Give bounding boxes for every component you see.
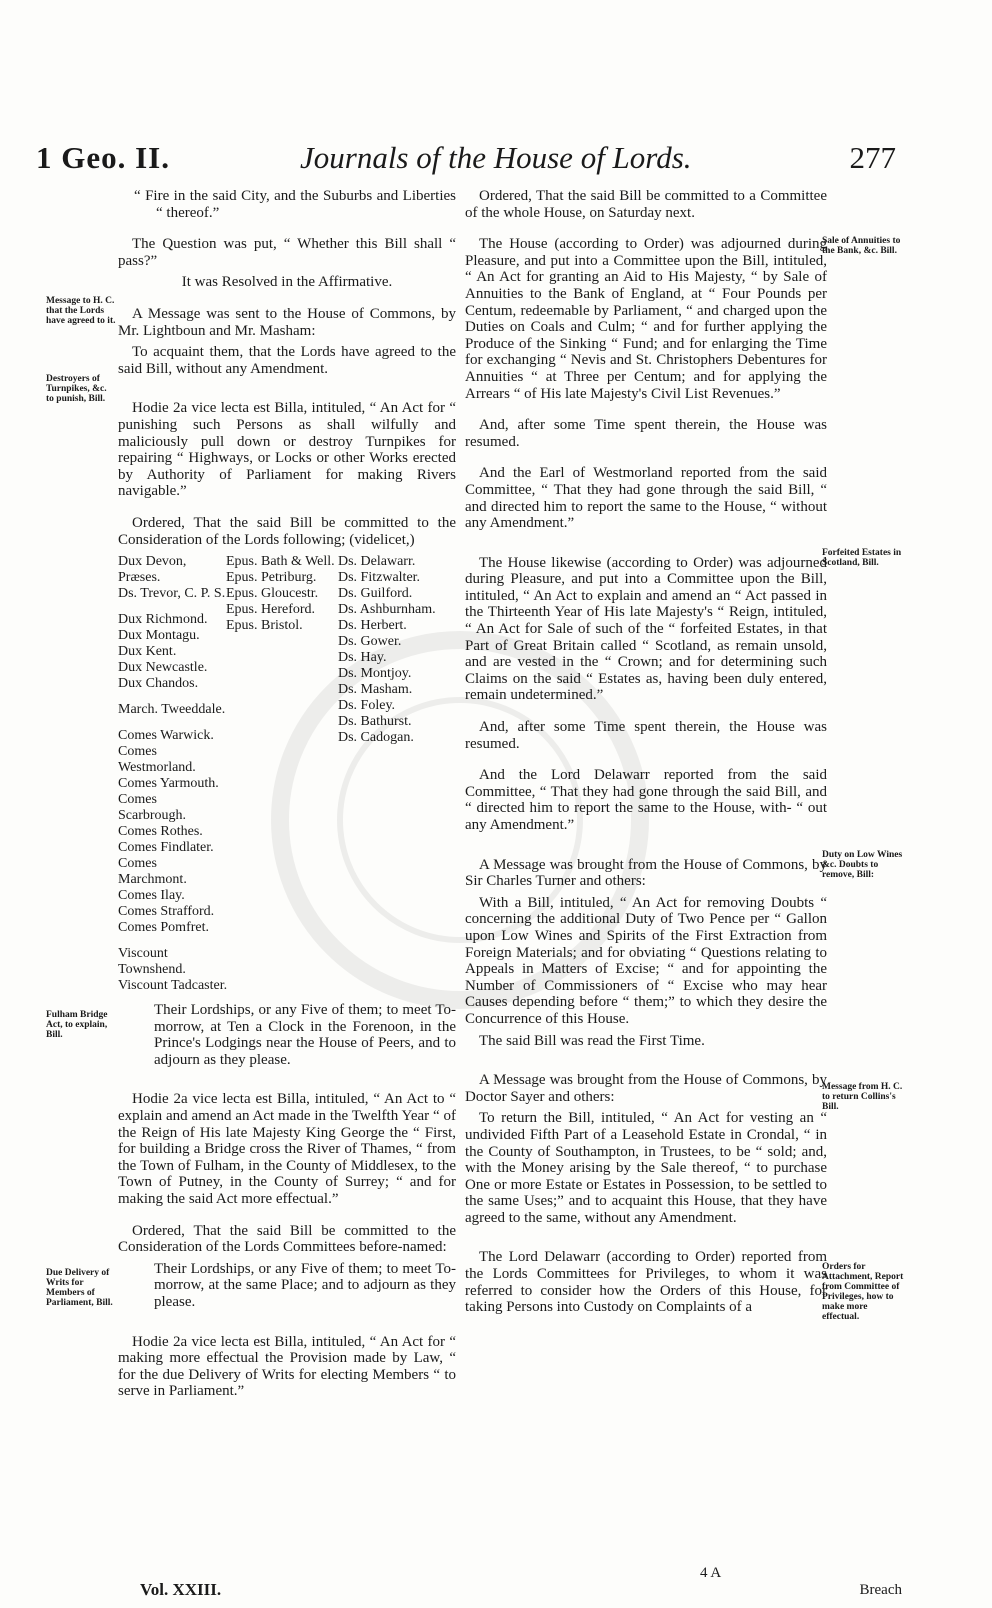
paragraph: Ordered, That the said Bill be committed to the Consideration of the Lords Committees before-named: xyxy=(118,1222,456,1256)
margin-note: Message to H. C. that the Lords have agreed to it. xyxy=(46,296,116,326)
roll-entry: Epus. Hereford. xyxy=(226,602,316,618)
paragraph: A Message was sent to the House of Commons, by Mr. Lightboun and Mr. Masham: xyxy=(118,305,456,339)
roll-entry: Dux Devon, Præses. xyxy=(118,554,187,586)
volume-label: Vol. XXIII. xyxy=(140,1580,222,1599)
roll-entry: Dux Richmond. xyxy=(118,612,208,628)
margin-note: Duty on Low Wines &c. Doubts to remove, Bill: xyxy=(822,850,903,880)
margin-note: Sale of Annuities to the Bank, &c. Bill. xyxy=(822,236,901,256)
paragraph: Ordered, That the said Bill be committed to a Committee of the whole House, on Saturday next. xyxy=(465,188,827,221)
margin-note: Fulham Bridge Act, to explain, Bill. xyxy=(46,1010,108,1040)
roll-entry: Ds. Guilford. xyxy=(338,586,413,602)
roll-entry: Epus. Gloucestr. xyxy=(226,586,319,602)
paragraph: It was Resolved in the Affirmative. xyxy=(181,274,393,291)
roll-entry: Ds. Ashburnham. xyxy=(338,602,436,618)
roll-entry: Comes Marchmont. xyxy=(118,856,187,888)
roll-entry: Ds. Trevor, C. P. S. xyxy=(118,586,226,602)
paragraph: And, after some Time spent therein, the House was resumed. xyxy=(465,719,827,752)
paragraph: To acquaint them, that the Lords have agreed to the said Bill, without any Amendment. xyxy=(118,344,456,377)
roll-entry: Ds. Montjoy. xyxy=(338,666,412,682)
left-column xyxy=(118,188,456,1405)
paragraph: To return the Bill, intituled, “ An Act for vesting an “ undivided Fifth Part of a Leasehold Estate in Crondal, “ in the County of Southampton, in Trustees, to be “ sold; and, with the Money arising by the Sale thereof, “ to purchase One or more Estate or Estates in Possession, to be settled to the same Uses;” and to acquaint this House, that they have agreed to the same, without any Amendment. xyxy=(465,1110,827,1226)
roll-entry: Ds. Cadogan. xyxy=(338,730,414,746)
roll-entry: Ds. Gower. xyxy=(338,634,402,650)
roll-entry: March. Tweeddale. xyxy=(118,702,226,718)
paragraph: “ Fire in the said City, and the Suburbs and Liberties “ thereof.” xyxy=(134,188,456,221)
roll-entry: Comes Scarbrough. xyxy=(118,792,187,824)
journal-title: Journals of the House of Lords. xyxy=(300,140,692,175)
roll-entry: Viscount Townshend. xyxy=(118,946,186,978)
running-header xyxy=(0,140,992,182)
paragraph: Hodie 2a vice lecta est Billa, intituled, “ An Act for “ making more effectual the Provision made by Law, “ for the due Delivery of Writs for electing Members “ to serve in Parliament.” xyxy=(118,1333,456,1400)
roll-entry: Dux Kent. xyxy=(118,644,177,660)
roll-entry: Comes Rothes. xyxy=(118,824,203,840)
margin-note: Orders for Attachment, Report from Committee of Privileges, how to make more effectual. xyxy=(822,1262,904,1322)
roll-entry: Comes Yarmouth. xyxy=(118,776,219,792)
roll-column-1 xyxy=(118,554,228,994)
committee-roll xyxy=(118,554,456,994)
paragraph: And, after some Time spent therein, the House was resumed. xyxy=(465,417,827,450)
roll-entry: Dux Chandos. xyxy=(118,676,199,692)
paragraph: Their Lordships, or any Five of them; to meet To-morrow, at Ten a Clock in the Forenoon, in the Prince's Lodgings near the House of Peers, and to adjourn as they please. xyxy=(154,1002,456,1068)
roll-entry: Comes Findlater. xyxy=(118,840,214,856)
roll-entry: Ds. Masham. xyxy=(338,682,413,698)
roll-entry: Ds. Hay. xyxy=(338,650,387,666)
roll-entry: Comes Pomfret. xyxy=(118,920,209,936)
roll-entry: Ds. Bathurst. xyxy=(338,714,412,730)
roll-entry: Ds. Fitzwalter. xyxy=(338,570,421,586)
roll-entry: Dux Montagu. xyxy=(118,628,200,644)
paragraph: The House (according to Order) was adjourned during Pleasure, and put into a Committee upon the Bill, intituled, “ An Act for granting an Aid to His Majesty, “ by Sale of Annuities to the Bank of England, at “ Four Pounds per Centum, redeemable by Parliament, “ and charged upon the Duties on Coals and Culm; “ and for further applying the Produce of the Sinking “ Fund; and for enlarging the Time for exchanging “ Nevis and St. Christophers Debentures for Annuities “ at Three per Centum; and for applying the Arrears “ of His late Majesty's Civil List Revenues.” xyxy=(465,236,827,402)
paragraph: And the Lord Delawarr reported from the said Committee, “ That they had gone through the said Bill, and “ directed him to report the same to the House, with- “ out any Amendment.” xyxy=(465,767,827,833)
roll-entry: Epus. Bristol. xyxy=(226,618,303,634)
margin-note: Due Delivery of Writs for Members of Parliament, Bill. xyxy=(46,1268,113,1308)
page-number: 277 xyxy=(849,140,896,175)
paragraph: The Question was put, “ Whether this Bill shall “ pass?” xyxy=(118,236,456,269)
margin-note: Forfeited Estates in Scotland, Bill. xyxy=(822,548,902,568)
roll-entry: Ds. Foley. xyxy=(338,698,396,714)
paragraph: The said Bill was read the First Time. xyxy=(479,1032,705,1049)
roll-entry: Ds. Delawarr. xyxy=(338,554,416,570)
roll-entry: Comes Westmorland. xyxy=(118,744,196,776)
roll-column-2 xyxy=(226,554,338,634)
roll-column-3 xyxy=(338,554,456,746)
paragraph: The House likewise (according to Order) was adjourned during Pleasure, and put into a Committee upon the Bill, intituled, “ An Act to explain and amend an “ Act passed in the Thirteenth Year of His late Majesty's “ Reign, intituled, “ An Act for Sale of such of the “ forfeited Estates, in that Part of Great Britain called “ Scotland, as remain unsold, and are vested in the “ Crown; and for determining such Claims on the said “ Estates as, having been duly entered, remain undetermined.” xyxy=(465,554,827,704)
roll-entry: Dux Newcastle. xyxy=(118,660,208,676)
paragraph: Hodie 2a vice lecta est Billa, intituled, “ An Act to “ explain and amend an Act made in the Twelfth Year “ of the Reign of His late Majesty King George the “ First, for building a Bridge cross the River of Thames, “ from the Town of Fulham, in the County of Middlesex, to the Town of Putney, in the County of Surrey; “ and for making the said Act more effectual.” xyxy=(118,1091,456,1208)
paragraph: Their Lordships, or any Five of them; to meet To-morrow, at the same Place; and to adjourn as they please. xyxy=(154,1260,456,1310)
paragraph: With a Bill, intituled, “ An Act for removing Doubts “ concerning the additional Duty of Two Pence per “ Gallon upon Low Wines and Spirits of the First Extraction from Foreign Materials; and for obviating “ Questions relating to Appeals in Matters of Excise; “ and for appointing the Number of Commissioners of “ Excise who may hear Causes depending before “ them;” to which they desire the Concurrence of this House. xyxy=(465,894,827,1027)
roll-entry: Epus. Bath & Well. xyxy=(226,554,335,570)
roll-entry: Viscount Tadcaster. xyxy=(118,978,228,994)
paragraph: Ordered, That the said Bill be committed to the Consideration of the Lords following; (videlicet,) xyxy=(118,514,456,548)
roll-entry: Comes Warwick. xyxy=(118,728,214,744)
roll-entry: Ds. Herbert. xyxy=(338,618,407,634)
roll-entry: Comes Strafford. xyxy=(118,904,215,920)
paragraph: A Message was brought from the House of Commons, by Sir Charles Turner and others: xyxy=(465,856,827,890)
roll-entry: Comes Ilay. xyxy=(118,888,185,904)
roll-entry: Epus. Petriburg. xyxy=(226,570,317,586)
margin-note: Destroyers of Turnpikes, &c. to punish, Bill. xyxy=(46,374,107,404)
margin-note: Message from H. C. to return Collins's Bill. xyxy=(822,1082,903,1112)
paragraph: A Message was brought from the House of Commons, by Doctor Sayer and others: xyxy=(465,1072,827,1105)
regnal-year: 1 Geo. II. xyxy=(36,140,170,175)
catchword: Breach xyxy=(859,1582,902,1598)
paragraph: And the Earl of Westmorland reported from the said Committee, “ That they had gone through the said Bill, “ and directed him to report the same to the House, “ without any Amendment.” xyxy=(465,465,827,532)
signature-mark: 4 A xyxy=(700,1565,722,1581)
right-column xyxy=(465,188,827,1321)
paragraph: The Lord Delawarr (according to Order) reported from the Lords Committees for Privileges, to whom it was referred to consider how the Orders of this House, for taking Persons into Custody on Complaints of a xyxy=(465,1249,827,1316)
paragraph: Hodie 2a vice lecta est Billa, intituled, “ An Act for “ punishing such Persons as shall wilfully and maliciously pull down or destroy Turnpikes for repairing “ Highways, or Locks or other Works erected by Authority of Parliament for making Rivers navigable.” xyxy=(118,400,456,500)
